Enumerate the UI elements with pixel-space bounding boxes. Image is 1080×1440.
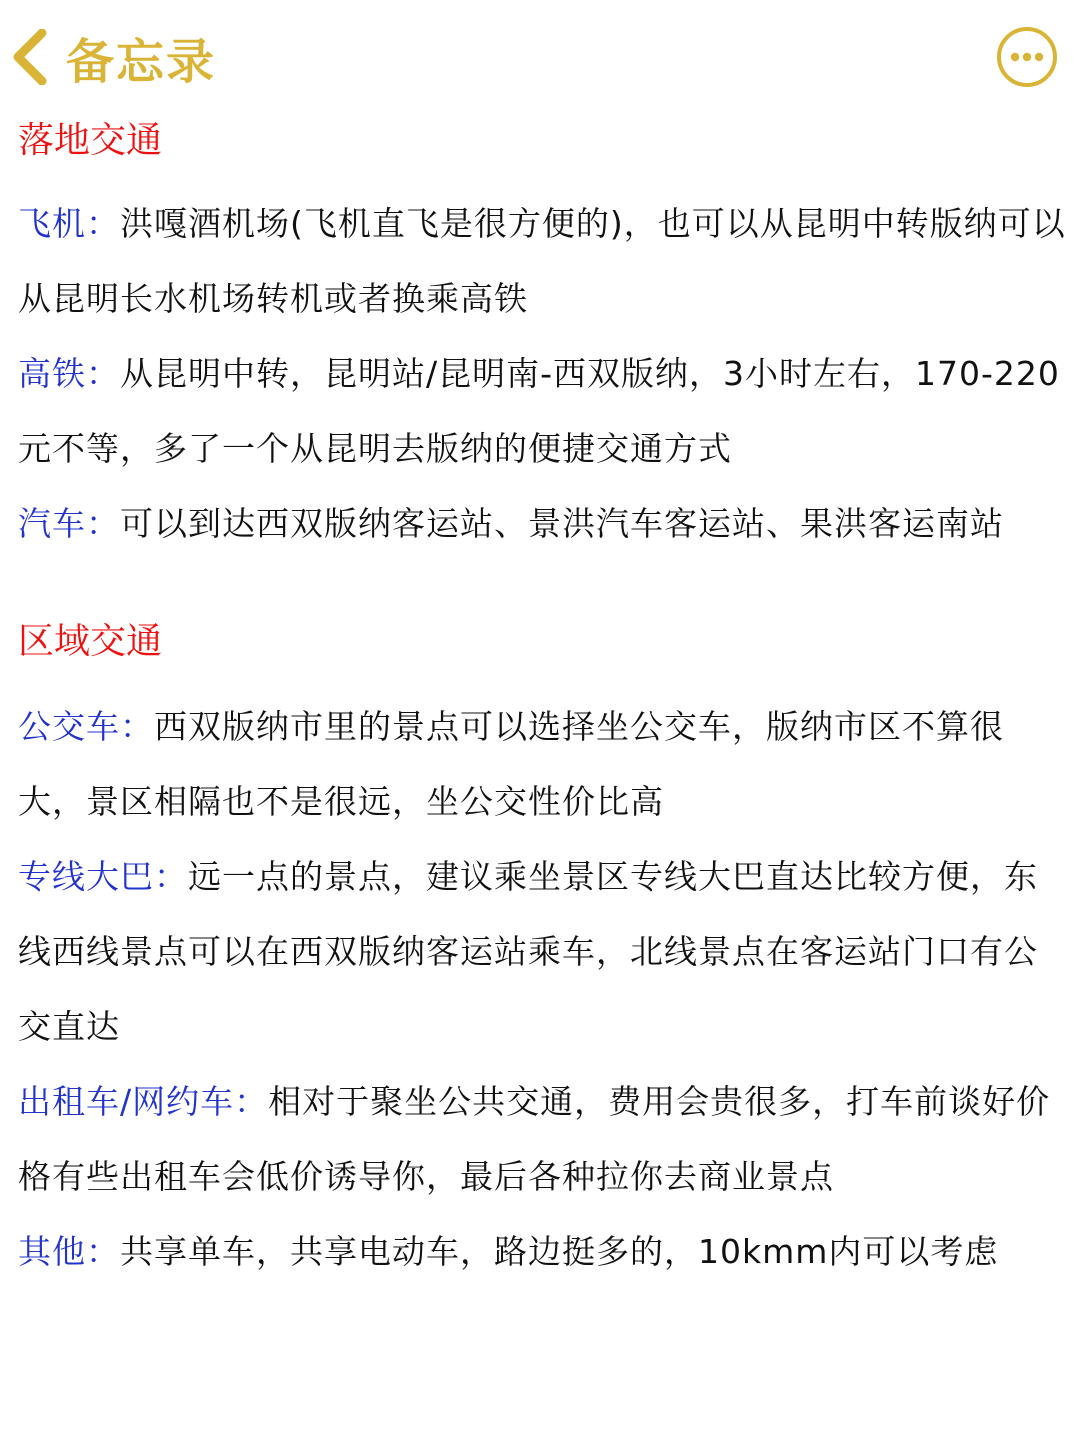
more-button[interactable]: [996, 26, 1058, 88]
item-label: 飞机：: [18, 204, 120, 243]
item-text: 远一点的景点，建议乘坐景区专线大巴直达比较方便，东线西线景点可以在西双版纳客运站乘车，北线景点在客运站门口有公交直达: [18, 857, 1038, 1046]
note-item: [18, 336, 1068, 486]
note-item: [18, 486, 1068, 561]
back-button[interactable]: [10, 22, 216, 92]
note-item: [18, 186, 1068, 336]
note-content: [18, 112, 1068, 1289]
item-label: 出租车/网约车：: [18, 1082, 269, 1121]
more-icon: [996, 73, 1058, 92]
item-label: 专线大巴：: [18, 857, 188, 896]
back-label: 备忘录: [66, 33, 217, 90]
item-text: 西双版纳市里的景点可以选择坐公交车，版纳市区不算很大，景区相隔也不是很远，坐公交性价比高: [18, 707, 1004, 821]
item-label: 高铁：: [18, 354, 120, 393]
item-label: 公交车：: [18, 707, 154, 746]
nav-bar: [0, 0, 1080, 112]
note-item: [18, 839, 1068, 1064]
item-text: 相对于聚坐公共交通，费用会贵很多，打车前谈好价格有些出租车会低价诱导你，最后各种拉你去商业景点: [18, 1082, 1051, 1196]
note-item: [18, 1064, 1068, 1214]
note-item: [18, 689, 1068, 839]
section-title: 落地交通: [18, 120, 163, 161]
item-text: 可以到达西双版纳客运站、景洪汽车客运站、果洪客运南站: [120, 504, 1004, 543]
note-item: [18, 1214, 1068, 1289]
item-text: 共享单车，共享电动车，路边挺多的，10kmm内可以考虑: [120, 1232, 999, 1271]
item-label: 其他：: [18, 1232, 120, 1271]
item-text: 洪嘎酒机场(飞机直飞是很方便的)，也可以从昆明中转版纳可以从昆明长水机场转机或者换乘高铁: [18, 204, 1066, 318]
chevron-left-icon: [10, 29, 50, 85]
section-title: 区域交通: [18, 621, 163, 662]
item-text: 从昆明中转，昆明站/昆明南-西双版纳，3小时左右，170-220元不等，多了一个从昆明去版纳的便捷交通方式: [18, 354, 1060, 468]
item-label: 汽车：: [18, 504, 120, 543]
